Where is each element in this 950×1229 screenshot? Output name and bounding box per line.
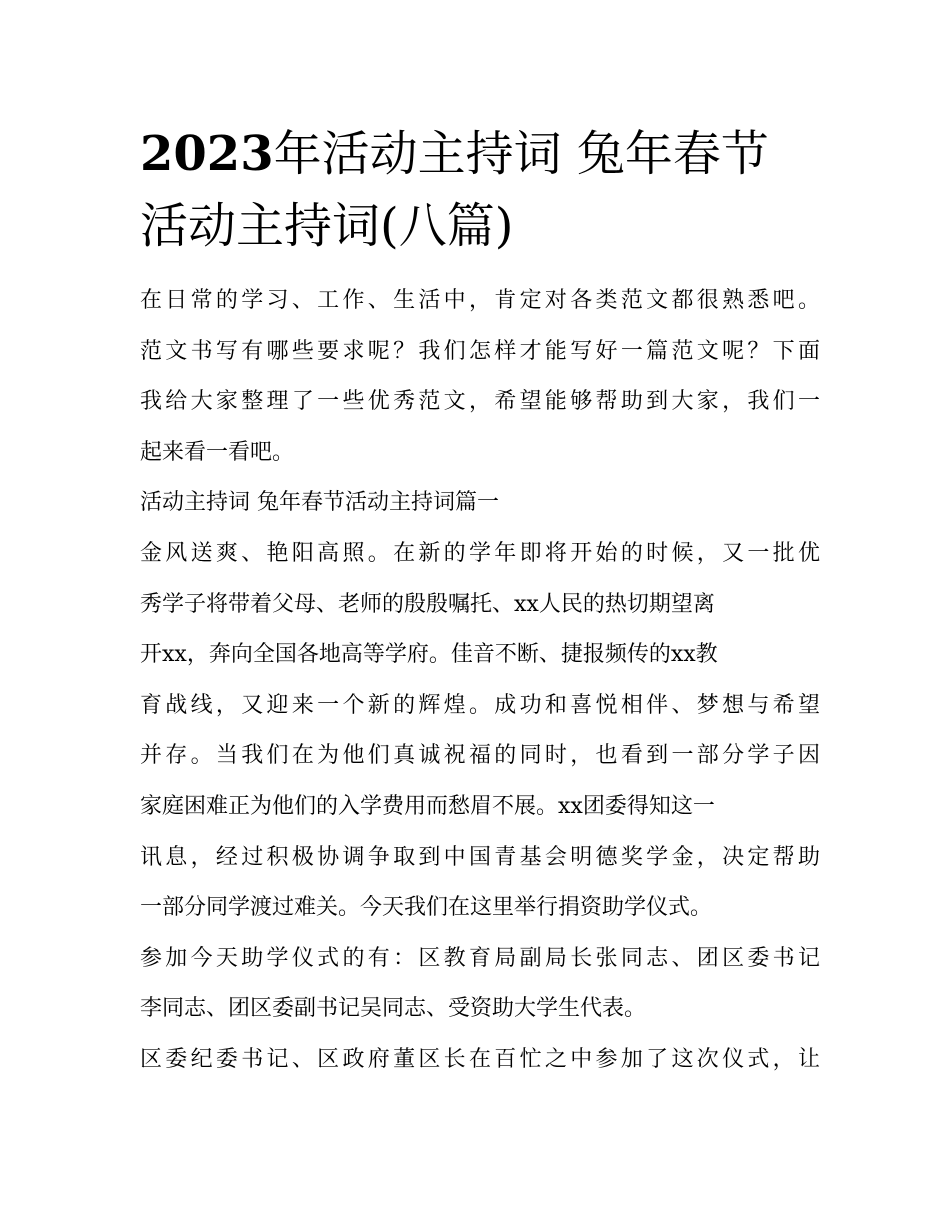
title-line-1 bbox=[140, 118, 820, 190]
text-line: 一部分同学渡过难关。今天我们在这里举行捐资助学仪式。 bbox=[140, 895, 713, 921]
text-line: 起来看一看吧。 bbox=[140, 439, 295, 465]
text-line: 家庭困难正为他们的入学费用而愁眉不展。xx团委得知这一 bbox=[140, 793, 715, 819]
text-line: 区委纪委书记、区政府董区长在百忙之中参加了这次仪式，让 bbox=[140, 1046, 820, 1072]
text-line: 我给大家整理了一些优秀范文，希望能够帮助到大家，我们一 bbox=[140, 389, 820, 415]
document-title bbox=[140, 118, 820, 262]
text-line: 秀学子将带着父母、老师的殷殷嘱托、xx人民的热切期望离 bbox=[140, 591, 715, 617]
text-line: 金风送爽、艳阳高照。在新的学年即将开始的时候，又一批优 bbox=[140, 540, 820, 566]
document-body bbox=[140, 276, 820, 1086]
text-line: 李同志、团区委副书记吴同志、受资助大学生代表。 bbox=[140, 996, 647, 1022]
text-line: 并存。当我们在为他们真诚祝福的同时，也看到一部分学子因 bbox=[140, 743, 820, 769]
title-line-1-text: 年活动主持词 兔年春节 bbox=[273, 126, 769, 182]
text-line: 范文书写有哪些要求呢？我们怎样才能写好一篇范文呢？下面 bbox=[140, 338, 820, 364]
title-line-2: 活动主持词(八篇) bbox=[140, 198, 514, 254]
text-line: 参加今天助学仪式的有：区教育局副局长张同志、团区委书记 bbox=[140, 945, 820, 971]
title-year: 2023 bbox=[140, 126, 274, 182]
text-line: 育战线，又迎来一个新的辉煌。成功和喜悦相伴、梦想与希望 bbox=[140, 692, 820, 718]
section-heading: 活动主持词 兔年春节活动主持词篇一 bbox=[140, 490, 499, 516]
text-line: 开xx，奔向全国各地高等学府。佳音不断、捷报频传的xx教 bbox=[140, 642, 718, 668]
text-line: 在日常的学习、工作、生活中，肯定对各类范文都很熟悉吧。 bbox=[140, 288, 820, 313]
text-line: 讯息，经过积极协调争取到中国青基会明德奖学金，决定帮助 bbox=[140, 844, 820, 870]
